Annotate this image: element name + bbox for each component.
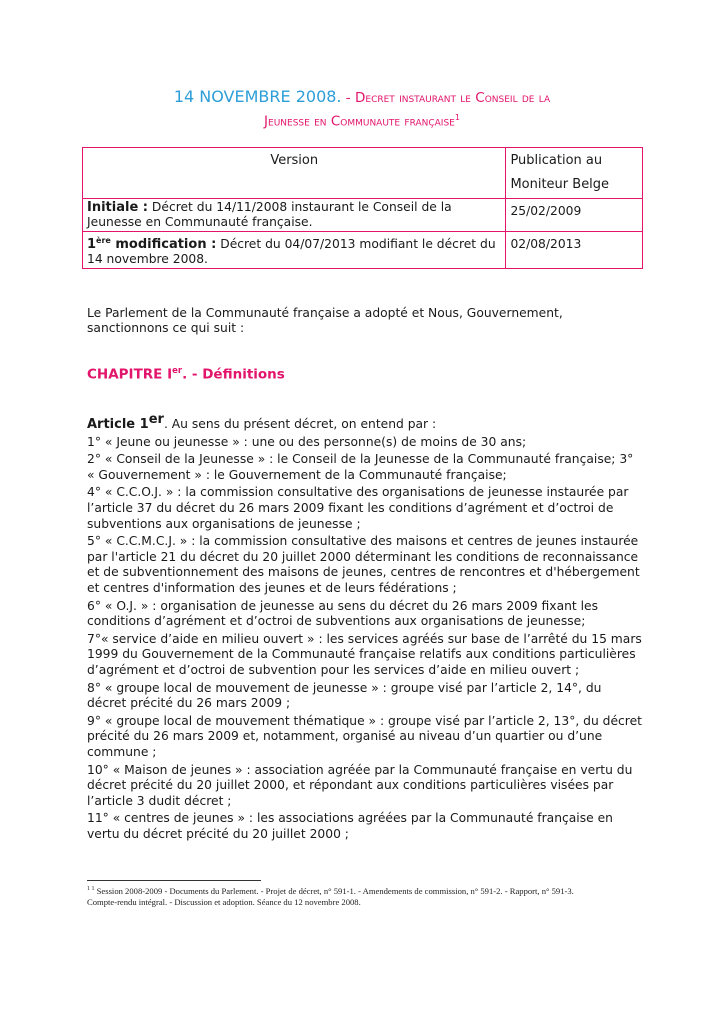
chapter-heading (87, 366, 285, 383)
publication-date: 02/08/2013 (506, 232, 643, 269)
chapter-title: . - Définitions (182, 366, 285, 383)
definition-item: 8° « groupe local de mouvement de jeunesse » : groupe visé par l’article 2, 14°, du décret précité du 26 mars 2009 ; (87, 680, 602, 711)
footnote-mark: 1 1 (87, 886, 95, 892)
footnote-line-1 (87, 884, 643, 897)
table-header-row (83, 148, 643, 199)
header-publication: Publication au Moniteur Belge (506, 148, 643, 199)
title-footnote-mark[interactable]: 1 (454, 113, 460, 122)
title-line-2 (60, 108, 664, 132)
definition-item: 2° « Conseil de la Jeunesse » : le Conseil de la Jeunesse de la Communauté française; 3° « Gouvernement » : le Gouvernement de la Communauté française; (87, 452, 634, 482)
chapter-prefix: CHAPITRE I (87, 366, 173, 383)
article-number: Article 1 (87, 417, 149, 433)
definition-item: 10° « Maison de jeunes » : association agréée par la Communauté française en vertu du décret précité du 20 juillet 2000, et répondant aux conditions particulières visées par l’article 3 dudit décret ; (87, 762, 633, 808)
version-label-sup: ère (96, 236, 111, 245)
table-row (83, 199, 643, 232)
article-sup: er (148, 412, 164, 427)
chapter-sup: er (172, 366, 183, 376)
definition-item: 9° « groupe local de mouvement thématique » : groupe visé par l’article 2, 13°, du décret précité du 26 mars 2009 et, notamment, organisé au niveau d’un quartier ou d’une commune ; (87, 713, 642, 759)
title-date: 14 NOVEMBRE 2008. (173, 87, 342, 106)
definition-item: 5° « C.C.M.C.J. » : la commission consultative des maisons et centres de jeunes instaurée par l'article 21 du décret du 20 juillet 2000 déterminant les conditions de reconnaissance et de subventionnement des maisons de jeunes, centres de rencontres et d'hébergement et centres d'information des jeunes et de leurs fédérations ; (87, 534, 640, 596)
header-version: Version (83, 148, 506, 199)
article-1 (87, 412, 643, 845)
title-line1-text: Decret instaurant le Conseil de la (354, 90, 551, 106)
footnote (87, 884, 643, 908)
version-label-rest: modification : (110, 237, 217, 253)
footnote-text-1: Session 2008-2009 - Documents du Parlement. - Projet de décret, n° 591-1. - Amendements de commission, n° 591-2. - Rapport, n° 591-3. (94, 885, 574, 896)
definition-item: 7°« service d’aide en milieu ouvert » : les services agréés sur base de l’arrêté du 15 mars 1999 du Gouvernement de la Communauté française relatifs aux conditions particulières d’agrément et d’octroi de subvention pour les services d’aide en milieu ouvert ; (87, 631, 642, 677)
article-intro: . Au sens du présent décret, on entend par : (163, 417, 437, 432)
definition-item: 6° « O.J. » : organisation de jeunesse au sens du décret du 26 mars 2009 fixant les conditions d’agrément et d’octroi de subventions aux organisations de jeunesse; (87, 598, 599, 629)
publication-date: 25/02/2009 (506, 199, 643, 232)
version-text: Décret du 04/07/2013 modifiant le décret du 14 novembre 2008. (87, 237, 496, 267)
version-text: Décret du 14/11/2008 instaurant le Conseil de la Jeunesse en Communauté française. (87, 200, 452, 229)
version-label: Initiale : (87, 200, 148, 215)
version-table (82, 147, 643, 269)
definition-item: 4° « C.C.O.J. » : la commission consultative des organisations de jeunesse instaurée par l’article 37 du décret du 26 mars 2009 fixant les conditions d’agrément et d’octroi de subventions aux organisations de jeunesse ; (87, 485, 629, 531)
table-row (83, 232, 643, 269)
decree-title (60, 87, 664, 132)
title-dash: - (341, 90, 355, 106)
version-cell (83, 232, 506, 269)
definition-item: 1° « Jeune ou jeunesse » : une ou des personne(s) de moins de 30 ans; (87, 434, 527, 449)
title-line2-text: Jeunesse en Communaute française (264, 113, 455, 130)
version-label: 1 (87, 237, 97, 253)
footnote-separator (87, 880, 261, 881)
version-cell (83, 199, 506, 232)
footnote-line-2: Compte-rendu intégral. - Discussion et adoption. Séance du 12 novembre 2008. (87, 896, 361, 907)
definition-item: 11° « centres de jeunes » : les associations agréées par la Communauté française en vertu du décret précité du 20 juillet 2000 ; (87, 811, 613, 841)
preamble: Le Parlement de la Communauté française a adopté et Nous, Gouvernement, sanctionnons ce qui suit : (87, 306, 563, 335)
title-line-1 (60, 87, 664, 108)
article-lead (87, 412, 643, 433)
